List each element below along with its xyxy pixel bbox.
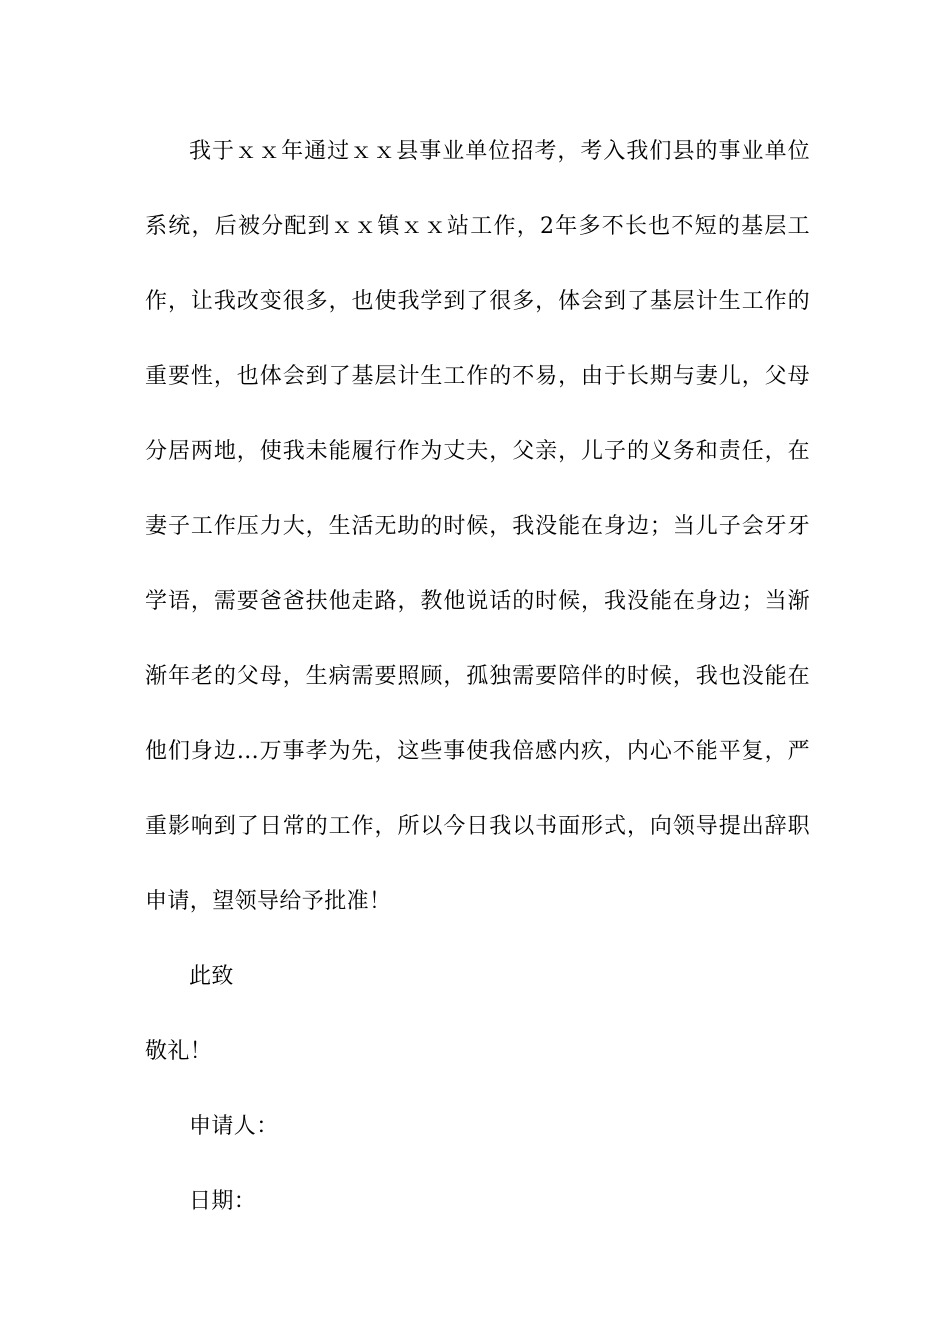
paragraph-line-4: 重要性，也体会到了基层计生工作的不易，由于长期与妻儿，父母 [145, 364, 810, 389]
paragraph-line-1: 我于ｘｘ年通过ｘｘ县事业单位招考，考入我们县的事业单位 [189, 139, 810, 164]
paragraph-line-3: 作，让我改变很多，也使我学到了很多，体会到了基层计生工作的 [145, 289, 810, 314]
date-label: 日期： [189, 1189, 257, 1214]
paragraph-line-10: 重影响到了日常的工作，所以今日我以书面形式，向领导提出辞职 [145, 814, 810, 839]
closing-regards: 敬礼！ [145, 1039, 213, 1064]
paragraph-line-2: 系统，后被分配到ｘｘ镇ｘｘ站工作，2年多不长也不短的基层工 [145, 214, 810, 239]
paragraph-line-5: 分居两地，使我未能履行作为丈夫，父亲，儿子的义务和责任，在 [145, 439, 810, 464]
paragraph-line-7: 学语，需要爸爸扶他走路，教他说话的时候，我没能在身边；当渐 [145, 589, 810, 614]
paragraph-line-8: 渐年老的父母，生病需要照顾，孤独需要陪伴的时候，我也没能在 [145, 664, 810, 689]
paragraph-line-6: 妻子工作压力大，生活无助的时候，我没能在身边；当儿子会牙牙 [145, 514, 810, 539]
closing-salutation: 此致 [189, 964, 234, 989]
paragraph-line-9: 他们身边...万事孝为先，这些事使我倍感内疚，内心不能平复，严 [145, 739, 810, 764]
applicant-label: 申请人： [189, 1114, 279, 1139]
paragraph-line-11: 申请，望领导给予批准！ [145, 889, 392, 914]
